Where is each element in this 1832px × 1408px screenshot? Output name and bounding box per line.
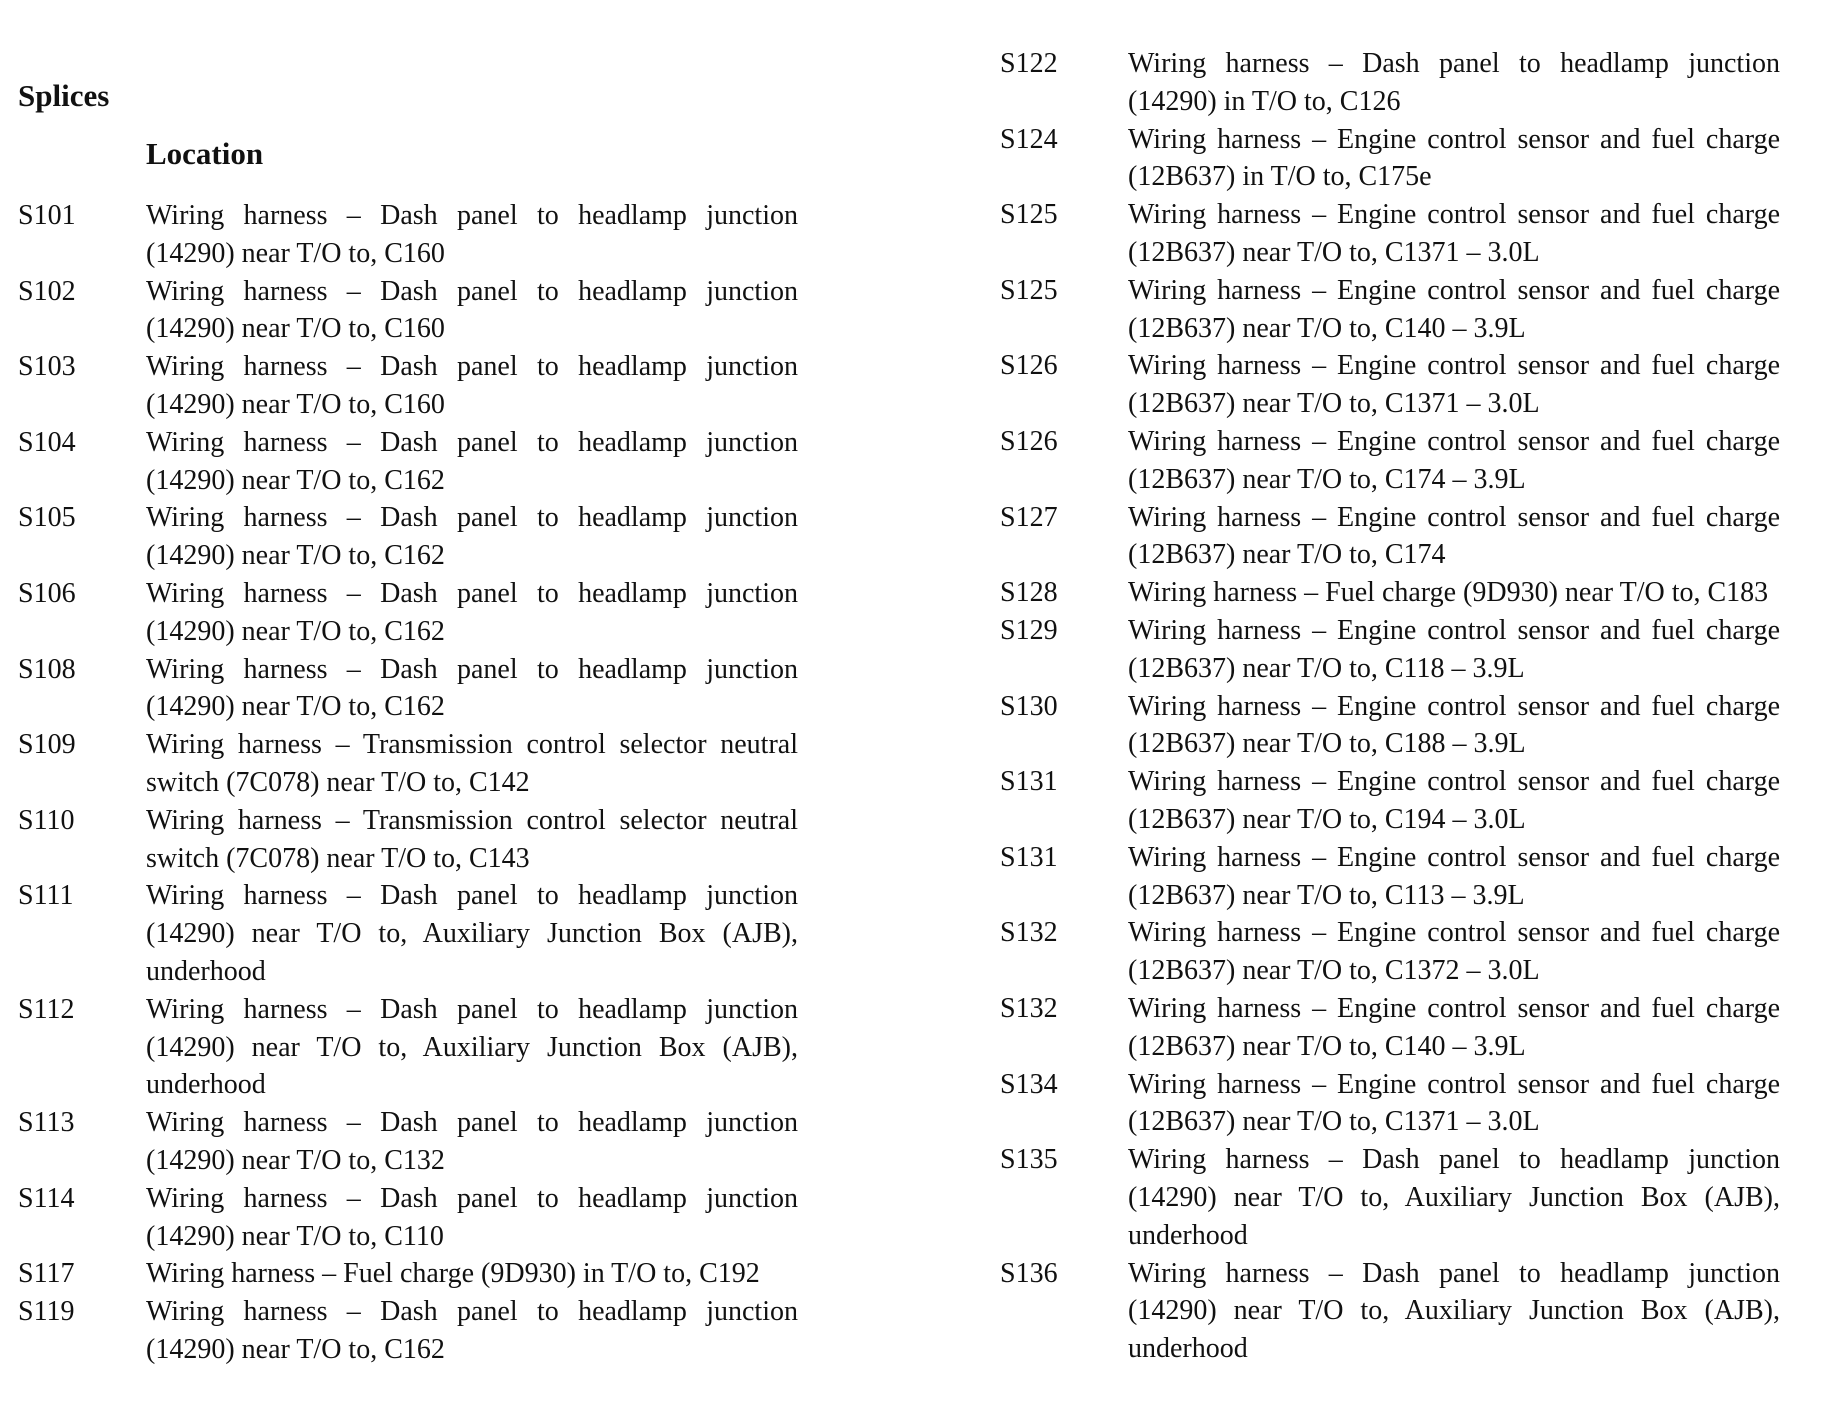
splice-code: S111 — [18, 880, 74, 912]
splice-location: Wiring harness – Dash panel to headlamp junction (14290) near T/O to, Auxiliary Junction Box (AJB), underhood — [1128, 1144, 1780, 1251]
splice-location: Wiring harness – Dash panel to headlamp junction (14290) near T/O to, C162 — [146, 577, 798, 647]
splice-location: Wiring harness – Transmission control selector neutral switch (7C078) near T/O to, C143 — [146, 804, 798, 874]
splice-entry — [1000, 763, 1780, 839]
splice-entry — [1000, 574, 1780, 612]
splice-entry — [18, 802, 798, 878]
splice-code: S136 — [1000, 1257, 1058, 1289]
splice-code: S131 — [1000, 766, 1058, 798]
splice-code: S106 — [18, 577, 76, 609]
splice-entry — [18, 197, 798, 273]
splice-code: S103 — [18, 351, 76, 383]
splice-entry — [1000, 1141, 1780, 1254]
splice-entry — [18, 1255, 798, 1293]
splice-location: Wiring harness – Engine control sensor and fuel charge (12B637) near T/O to, C113 – 3.9L — [1128, 841, 1780, 911]
splice-entry — [1000, 990, 1780, 1066]
splice-entry — [1000, 121, 1780, 197]
splice-code: S124 — [1000, 123, 1058, 155]
splice-location: Wiring harness – Engine control sensor and fuel charge (12B637) near T/O to, C1371 – 3.0L — [1128, 350, 1780, 420]
splice-entry — [1000, 688, 1780, 764]
splice-code: S102 — [18, 275, 76, 307]
splice-location: Wiring harness – Dash panel to headlamp junction (14290) near T/O to, C162 — [146, 426, 798, 496]
splice-code: S110 — [18, 804, 75, 836]
splice-entry — [1000, 347, 1780, 423]
splice-code: S126 — [1000, 350, 1058, 382]
splice-location: Wiring harness – Dash panel to headlamp junction (14290) near T/O to, C132 — [146, 1107, 798, 1176]
splice-code: S105 — [18, 502, 76, 534]
splice-location: Wiring harness – Engine control sensor and fuel charge (12B637) near T/O to, C188 – 3.9L — [1128, 690, 1780, 760]
splice-entry — [1000, 272, 1780, 348]
splice-location: Wiring harness – Engine control sensor and fuel charge (12B637) in T/O to, C175e — [1128, 123, 1780, 193]
splice-entry — [18, 348, 798, 424]
splice-code: S127 — [1000, 501, 1058, 533]
splice-location: Wiring harness – Fuel charge (9D930) in T/O to, C192 — [146, 1258, 760, 1290]
splice-location: Wiring harness – Engine control sensor and fuel charge (12B637) near T/O to, C174 — [1128, 501, 1780, 571]
splice-entry — [1000, 839, 1780, 915]
splice-code: S108 — [18, 653, 76, 685]
splice-location: Wiring harness – Engine control sensor and fuel charge (12B637) near T/O to, C1372 – 3.0L — [1128, 917, 1780, 987]
splice-location: Wiring harness – Fuel charge (9D930) near T/O to, C183 — [1128, 577, 1769, 609]
splice-code: S130 — [1000, 690, 1058, 722]
splice-entry — [1000, 196, 1780, 272]
splice-code: S117 — [18, 1258, 75, 1290]
splice-location: Wiring harness – Engine control sensor and fuel charge (12B637) near T/O to, C1371 – 3.0L — [1128, 1068, 1780, 1138]
splice-location: Wiring harness – Dash panel to headlamp junction (14290) near T/O to, C160 — [146, 200, 798, 269]
splice-entry — [1000, 499, 1780, 575]
splice-location: Wiring harness – Dash panel to headlamp junction (14290) near T/O to, C162 — [146, 653, 798, 723]
splice-location: Wiring harness – Transmission control selector neutral switch (7C078) near T/O to, C142 — [146, 729, 798, 798]
left-splice-list — [18, 197, 798, 1369]
page-title: Splices — [18, 78, 110, 113]
splice-location: Wiring harness – Engine control sensor and fuel charge (12B637) near T/O to, C174 – 3.9L — [1128, 425, 1780, 495]
splice-code: S113 — [18, 1107, 75, 1139]
splice-entry — [1000, 612, 1780, 688]
splice-location: Wiring harness – Dash panel to headlamp junction (14290) near T/O to, C160 — [146, 351, 798, 420]
splice-code: S112 — [18, 993, 75, 1025]
splice-entry — [18, 424, 798, 500]
splice-code: S126 — [1000, 425, 1058, 457]
splice-entry — [1000, 423, 1780, 499]
splice-location: Wiring harness – Engine control sensor and fuel charge (12B637) near T/O to, C118 – 3.9L — [1128, 614, 1780, 684]
splice-entry — [18, 1104, 798, 1180]
splice-code: S134 — [1000, 1068, 1058, 1100]
splice-entry — [18, 273, 798, 349]
splice-entry — [1000, 45, 1780, 121]
splice-location: Wiring harness – Dash panel to headlamp junction (14290) near T/O to, C160 — [146, 275, 798, 345]
splice-entry — [18, 1293, 798, 1369]
splice-entry — [18, 499, 798, 575]
splice-location: Wiring harness – Dash panel to headlamp junction (14290) near T/O to, C162 — [146, 1296, 798, 1365]
splice-code: S129 — [1000, 614, 1058, 646]
location-column-header: Location — [146, 136, 264, 171]
splice-entry — [1000, 1255, 1780, 1368]
splice-entry — [18, 877, 798, 990]
splice-entry — [18, 651, 798, 727]
splice-code: S131 — [1000, 841, 1058, 873]
splice-entry — [1000, 1066, 1780, 1142]
splice-entry — [18, 575, 798, 651]
splice-entry — [18, 1180, 798, 1256]
splice-entry — [18, 991, 798, 1104]
splice-code: S109 — [18, 729, 76, 761]
splice-code: S125 — [1000, 274, 1058, 306]
splice-location: Wiring harness – Dash panel to headlamp junction (14290) near T/O to, Auxiliary Junction Box (AJB), underhood — [146, 993, 798, 1101]
splice-code: S119 — [18, 1296, 75, 1328]
splice-location: Wiring harness – Dash panel to headlamp junction (14290) near T/O to, C110 — [146, 1182, 798, 1252]
splice-code: S101 — [18, 200, 76, 231]
splice-code: S132 — [1000, 917, 1058, 949]
splice-code: S122 — [1000, 48, 1058, 79]
splice-location: Wiring harness – Dash panel to headlamp junction (14290) in T/O to, C126 — [1128, 48, 1780, 117]
splice-code: S125 — [1000, 199, 1058, 231]
splice-entry — [1000, 914, 1780, 990]
splice-location: Wiring harness – Dash panel to headlamp junction (14290) near T/O to, Auxiliary Junction Box (AJB), underhood — [146, 880, 798, 987]
splice-code: S114 — [18, 1182, 75, 1214]
splice-code: S104 — [18, 426, 76, 458]
splice-code: S128 — [1000, 577, 1058, 609]
splice-location: Wiring harness – Engine control sensor and fuel charge (12B637) near T/O to, C140 – 3.9L — [1128, 992, 1780, 1062]
splice-location: Wiring harness – Dash panel to headlamp junction (14290) near T/O to, C162 — [146, 502, 798, 572]
right-splice-list — [1000, 45, 1780, 1368]
splice-code: S135 — [1000, 1144, 1058, 1176]
splice-location: Wiring harness – Engine control sensor and fuel charge (12B637) near T/O to, C194 – 3.0L — [1128, 766, 1780, 835]
splice-location: Wiring harness – Engine control sensor and fuel charge (12B637) near T/O to, C140 – 3.9L — [1128, 274, 1780, 344]
splice-location: Wiring harness – Engine control sensor and fuel charge (12B637) near T/O to, C1371 – 3.0L — [1128, 199, 1780, 268]
splice-entry — [18, 726, 798, 802]
splice-location: Wiring harness – Dash panel to headlamp junction (14290) near T/O to, Auxiliary Junction Box (AJB), underhood — [1128, 1257, 1780, 1365]
splice-code: S132 — [1000, 992, 1058, 1024]
